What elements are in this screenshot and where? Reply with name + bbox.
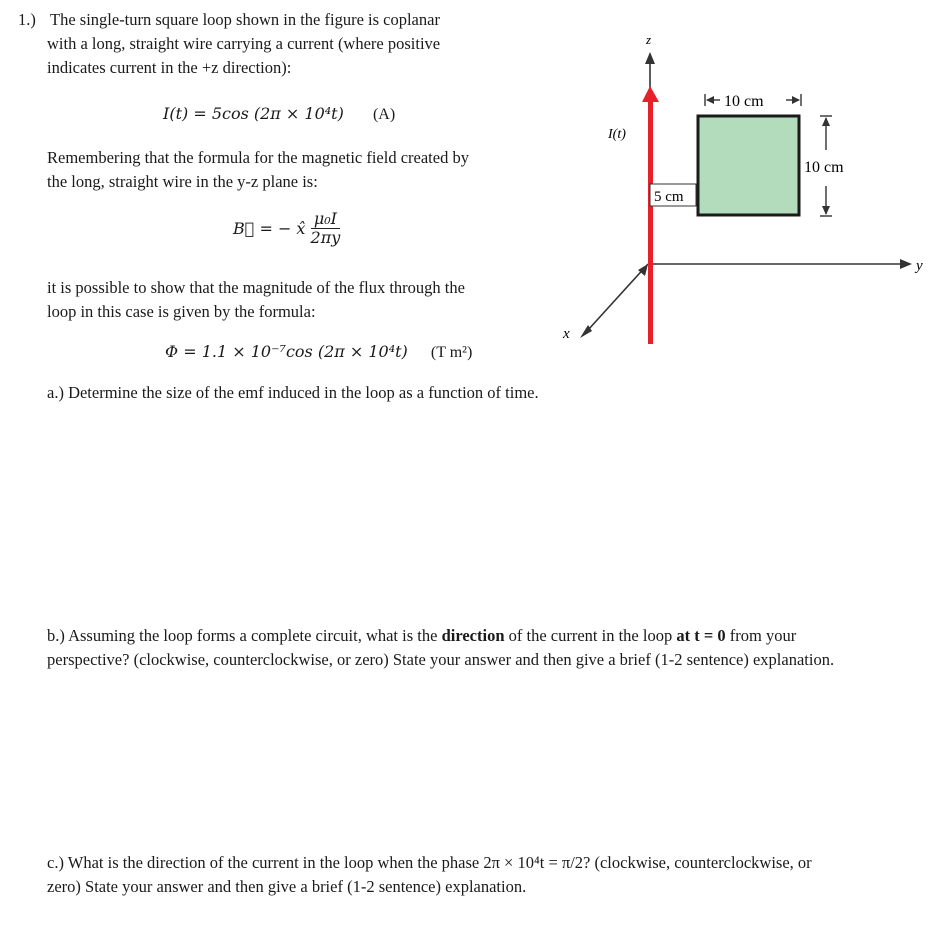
remember-line-1: Remembering that the formula for the magnetic field created by [47, 148, 469, 167]
b-field-numerator: μ₀I [311, 210, 341, 229]
part-a: a.) Determine the size of the emf induced in the loop as a function of time. [47, 383, 539, 402]
part-b-line-2: perspective? (clockwise, counterclockwise, or zero) State your answer and then give a brief (1-2 sentence) explanation. [47, 650, 835, 669]
width-dim-left-arrow [706, 96, 714, 104]
z-axis-arrowhead [645, 52, 655, 64]
part-b-post: from your [725, 626, 797, 645]
show-line-1: it is possible to show that the magnitude of the flux through the [47, 278, 465, 297]
b-field-lhs: B⃗ = − x̂ [233, 219, 306, 238]
width-dim-right-arrow [792, 96, 800, 104]
wire-arrowhead [642, 86, 659, 102]
flux-equation-unit: (T m²) [430, 344, 473, 361]
part-b-pre: b.) Assuming the loop forms a complete circuit, what is the [47, 626, 442, 645]
part-b-bold-time: at t = 0 [676, 626, 726, 645]
height-label: 10 cm [804, 159, 844, 176]
part-c-line-1: c.) What is the direction of the current in the loop when the phase 2π × 10⁴t = π/2? (clockwise, counterclockwise, or [47, 853, 812, 872]
y-axis-label: y [916, 258, 923, 274]
intro-line-2: with a long, straight wire carrying a current (where positive [47, 34, 441, 53]
intro-line-1: The single-turn square loop shown in the figure is coplanar [50, 10, 440, 29]
height-dim-bottom-arrow [822, 206, 830, 215]
wire [648, 100, 653, 344]
square-loop [698, 116, 799, 215]
height-dim-top-arrow [822, 117, 830, 126]
y-axis-arrowhead [900, 259, 912, 269]
current-equation-tag: (A) [372, 106, 396, 123]
problem-number: 1.) [18, 10, 36, 29]
x-axis [588, 264, 648, 330]
flux-equation-text: Φ = 1.1 × 10⁻⁷cos (2π × 10⁴t) [165, 342, 408, 361]
width-label: 10 cm [724, 93, 764, 110]
intro-line-3: indicates current in the +z direction): [47, 58, 292, 77]
part-b-mid: of the current in the loop [504, 626, 677, 645]
remember-line-2: the long, straight wire in the y-z plane is: [47, 172, 318, 191]
current-label: I(t) [608, 127, 626, 142]
z-axis-label: z [646, 32, 652, 47]
b-field-denominator: 2πy [310, 228, 341, 247]
part-b-bold-direction: direction [441, 626, 505, 645]
gap-label: 5 cm [654, 189, 684, 205]
show-line-2: loop in this case is given by the formula: [47, 302, 316, 321]
current-equation-text: I(t) = 5cos (2π × 10⁴t) [163, 104, 344, 123]
x-axis-label: x [563, 326, 570, 342]
part-c-line-2: zero) State your answer and then give a brief (1-2 sentence) explanation. [47, 877, 527, 896]
